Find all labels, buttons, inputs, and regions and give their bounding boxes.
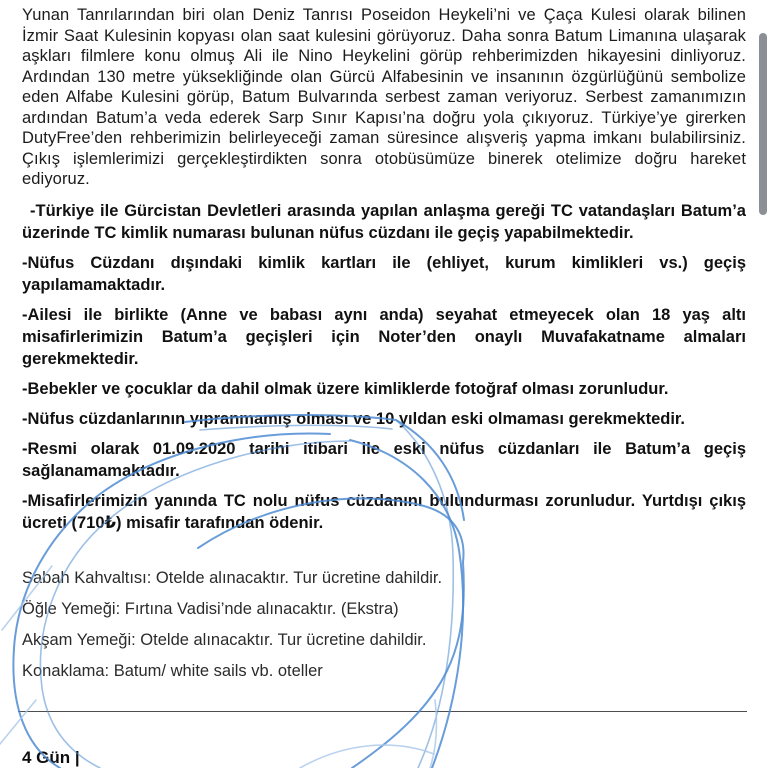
notice-paragraph-citizenship: -Türkiye ile Gürcistan Devletleri arasında yapılan anlaşma gereği TC vatandaşları Batum’a üzerinde TC kimlik numarası bulunan nüfus cüzdanı ile geçiş yapabilmektedir. (22, 201, 746, 242)
info-line-dinner: Akşam Yemeği: Otelde alınacaktır. Tur ücretine dahildir. (22, 630, 427, 649)
info-line-lunch: Öğle Yemeği: Fırtına Vadisi’nde alınacaktır. (Ekstra) (22, 599, 399, 618)
intro-paragraph: Yunan Tanrılarından biri olan Deniz Tanrısı Poseidon Heykeli’ni ve Çaça Kulesi olarak bilinen İzmir Saat Kulesinin kopyası olan saat kulesini görüyoruz. Daha sonra Batum Limanına ulaşarak aşkları filmlere konu olmuş Ali ile Nino Heykelini görüp rehberimizden hikayesini dinliyoruz. Ardından 130 metre yüksekliğinde olan Gürcü Alfabesinin ve insanının özgürlüğünü sembolize eden Alfabe Kulesini görüp, Batum Bulvarında serbest zaman veriyoruz. Serbest zamanımızın ardından Batum’a veda ederek Sarp Sınır Kapısı’na doğru yola çıkıyoruz. Türkiye’ye girerken DutyFree’den rehberimizin belirleyeceği zaman süresince alışveriş yapma imkanı bulabilirsiniz. Çıkış işlemlerimizi gerçekleştirdikten sonra otobüsümüze binerek otelimize doğru hareket ediyoruz. (22, 6, 746, 188)
section-divider (18, 711, 747, 712)
meal-info-block (22, 567, 746, 682)
notice-paragraph-photo-required: -Bebekler ve çocuklar da dahil olmak üzere kimliklerde fotoğraf olması zorunludur. (22, 379, 669, 398)
notice-paragraph-id-condition: -Nüfus cüzdanlarının yıpranmamış olması ve 10 yıldan eski olmaması gerekmektedir. (22, 409, 686, 428)
notice-paragraph-minors: -Ailesi ile birlikte (Anne ve babası aynı anda) seyahat etmeyecek olan 18 yaş altı misafirlerimizin Batum’a geçişleri için Noter’den onaylı Muvafakatname almaları gerekmektedir. (22, 305, 746, 368)
day-count-label: 4 Gün | (22, 747, 80, 767)
info-line-breakfast: Sabah Kahvaltısı: Otelde alınacaktır. Tur ücretine dahildir. (22, 568, 443, 587)
scrollbar-thumb[interactable] (759, 33, 767, 215)
notice-paragraph-old-id: -Resmi olarak 01.09.2020 tarihi itibari ile eski nüfus cüzdanları ile Batum’a geçiş sağlanamamaktadır. (22, 439, 746, 480)
info-line-accommodation: Konaklama: Batum/ white sails vb. oteller (22, 661, 323, 680)
notice-paragraph-exit-fee: -Misafirlerimizin yanında TC nolu nüfus cüzdanını bulundurması zorunludur. Yurtdışı çıkış ücreti (710₺) misafir tarafından ödenir. (22, 491, 746, 532)
notice-paragraph-id-cards: -Nüfus Cüzdanı dışındaki kimlik kartları ile (ehliyet, kurum kimlikleri vs.) geçiş yapılamamaktadır. (22, 253, 746, 294)
